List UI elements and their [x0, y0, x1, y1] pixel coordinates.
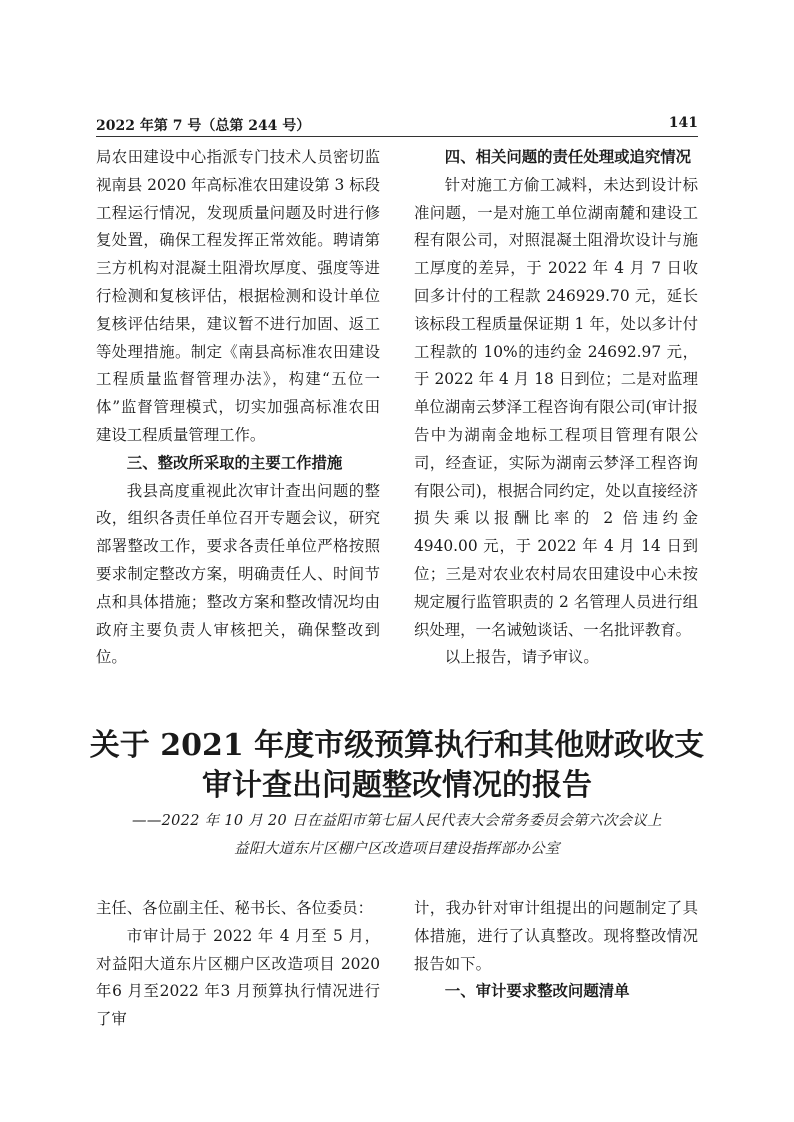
- column-right-bottom: [414, 895, 698, 1006]
- paragraph: 我县高度重视此次审计查出问题的整改，组织各责任单位召开专题会议，研究部署整改工作，要求各责任单位严格按照要求制定整改方案，明确责任人、时间节点和具体措施；整改方案和整改情况均由政府主要负责人审核把关，确保整改到位。: [96, 481, 380, 667]
- paragraph: 市审计局于 2022 年 4 月至 5 月，对益阳大道东片区棚户区改造项目 2020 年6 月至2022 年3 月预算执行情况进行了审: [96, 926, 380, 1029]
- issue-label: 2022 年第 7 号（总第 244 号）: [96, 118, 311, 134]
- paragraph: 计，我办针对审计组提出的问题制定了具体措施，进行了认真整改。现将整改情况报告如下。: [414, 899, 698, 973]
- header-rule: [96, 136, 698, 137]
- page-number: 141: [668, 115, 698, 131]
- column-left-top: [96, 144, 380, 672]
- article-title-line2: 审计查出问题整改情况的报告: [202, 768, 592, 803]
- section-heading-4: 四、相关问题的责任处理或追究情况: [444, 148, 692, 166]
- paragraph: 针对施工方偷工减料，未达到设计标准问题，一是对施工单位湖南麓和建设工程有限公司，对照混凝土阻滑坎设计与施工厚度的差异，于 2022 年 4 月 7 日收回多计付的工程款 246929.70 元，延长该标段工程质量保证期 1 年，处以多计付工程款的 10%的违约金 24692.97 元，于 2022 年 4 月 18 日到位；二是对监理单位湖南云梦泽工程咨询有限公司(审计报告中为湖南金地标工程项目管理有限公司，经查证，实际为湖南云梦泽工程咨询有限公司)，根据合同约定，处以直接经济损失乘以报酬比率的 2 倍违约金 4940.00 元，于 2022 年 4 月 14 日到位；三是对农业农村局农田建设中心未按规定履行监管职责的 2 名管理人员进行组织处理，一名诫勉谈话、一名批评教育。: [414, 175, 698, 639]
- column-left-bottom: [96, 895, 380, 1034]
- article-author-office: 益阳大道东片区棚户区改造项目建设指挥部办公室: [234, 841, 560, 857]
- column-right-top: [414, 144, 698, 672]
- section-heading-1: 一、审计要求整改问题清单: [444, 982, 630, 1001]
- salutation: 主任、各位副主任、秘书长、各位委员：: [96, 899, 374, 917]
- article-subtitle: ——2022 年 10 月 20 日在益阳市第七届人民代表大会常务委员会第六次会议上: [132, 813, 662, 829]
- paragraph: 局农田建设中心指派专门技术人员密切监视南县 2020 年高标准农田建设第 3 标段工程运行情况，发现质量问题及时进行修复处置，确保工程发挥正常效能。聘请第三方机构对混凝土阻滑坎厚度、强度等进行检测和复核评估，根据检测和设计单位复核评估结果，建议暂不进行加固、返工等处理措施。制定《南县高标准农田建设工程质量监督管理办法》，构建“五位一体”监督管理模式，切实加强高标准农田建设工程质量管理工作。: [96, 148, 380, 444]
- paragraph: 以上报告，请予审议。: [444, 648, 599, 667]
- section-heading-3: 三、整改所采取的主要工作措施: [126, 453, 343, 472]
- page-header: [96, 113, 698, 135]
- article-title-line1: 关于 2021 年度市级预算执行和其他财政收支: [89, 728, 705, 763]
